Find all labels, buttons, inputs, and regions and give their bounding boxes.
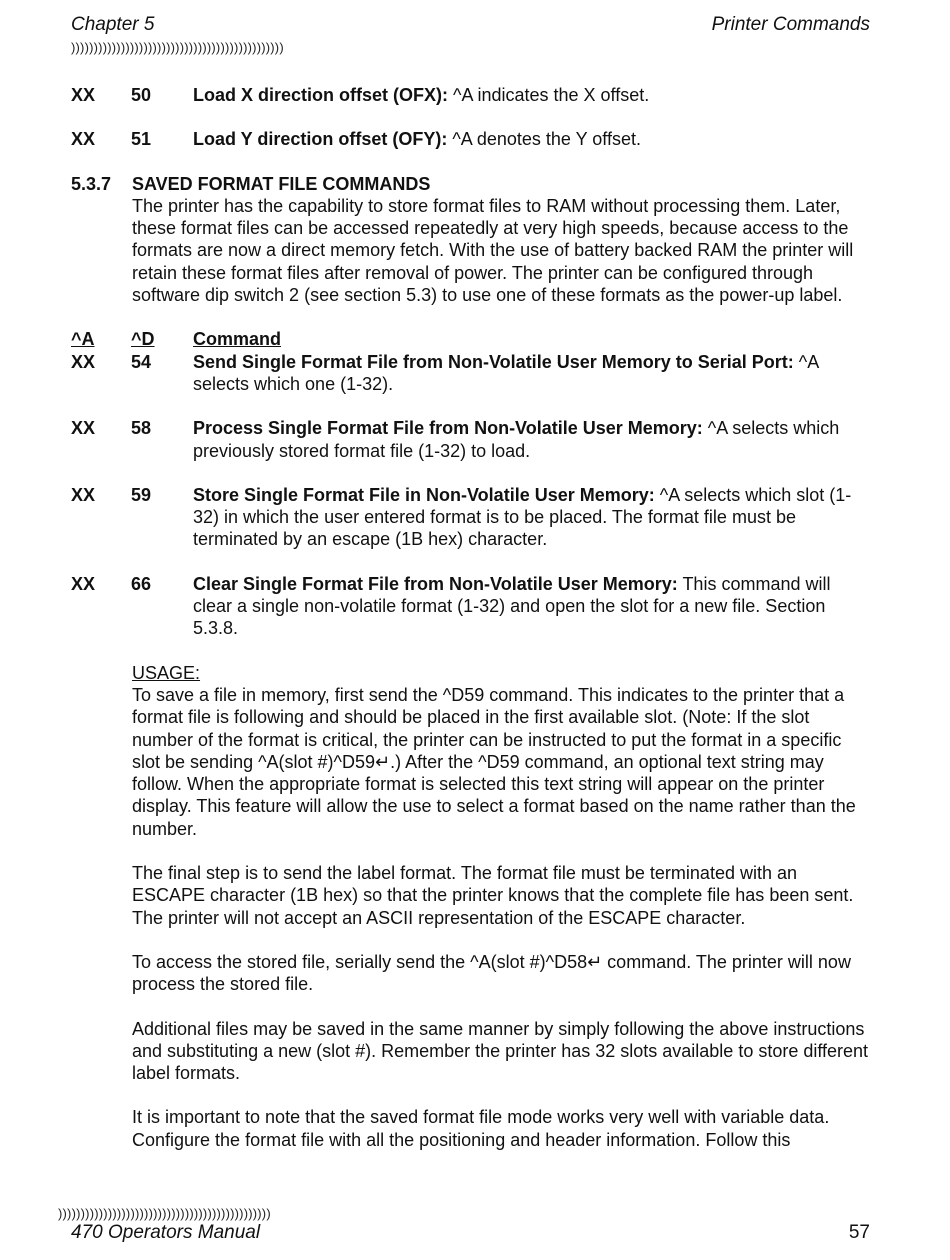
- section-header-title: Printer Commands: [711, 14, 870, 35]
- command-desc: This command will clear a single non-volatile format (1-32) and open the slot for a new file. Section 5.3.8.: [193, 573, 831, 639]
- command-a-value: XX: [71, 129, 96, 150]
- usage-paragraph: Additional files may be saved in the same manner by simply following the above instructions and substituting a new (slot #). Remember the printer has 32 slots available to store different label formats.: [132, 1018, 869, 1084]
- command-a-value: XX: [71, 85, 96, 105]
- command-description: [193, 417, 871, 462]
- command-desc: ^A selects which slot (1-32) in which the user entered format is to be placed. The format file must be terminated by an escape (1B hex) character.: [193, 484, 852, 550]
- command-d-value: 51: [131, 129, 152, 150]
- page-number: 57: [848, 1222, 870, 1243]
- command-name: Store Single Format File in Non-Volatile User Memory:: [193, 484, 655, 505]
- section-number: 5.3.7: [71, 173, 112, 194]
- usage-paragraph: To save a file in memory, first send the ^D59 command. This indicates to the printer that a format file is following and should be placed in the first available slot. (Note: If the slot number of the format is critical, the printer can be instructed to put the format in a specific slot be sending ^A(slot #)^D59↵.) After the ^D59 command, an optional text string may follow. When the appropriate format is selected this text string will appear on the printer display. This feature will allow the use to select a format based on the name rather than the number.: [132, 684, 856, 839]
- column-header-a: ^A: [71, 329, 95, 350]
- command-row: [71, 351, 871, 396]
- command-name: Send Single Format File from Non-Volatile User Memory to Serial Port:: [193, 351, 794, 372]
- column-header-d: ^D: [131, 329, 155, 350]
- command-row: [71, 573, 871, 640]
- command-description: [193, 128, 871, 150]
- command-d-value: 50: [131, 85, 152, 105]
- usage-paragraph: To access the stored file, serially send the ^A(slot #)^D58↵ command. The printer will now process the stored file.: [132, 951, 851, 995]
- command-d-value: 66: [131, 573, 152, 594]
- section-heading: [71, 173, 871, 195]
- command-name: Load X direction offset (OFX):: [193, 85, 448, 105]
- command-a-value: XX: [71, 351, 96, 372]
- column-header-command: Command: [193, 329, 282, 350]
- footer-rule: ))))))))))))))))))))))))))))))))))))))))))))))): [58, 1206, 271, 1221]
- command-description: [193, 484, 871, 551]
- command-name: Clear Single Format File from Non-Volatile User Memory:: [193, 573, 678, 594]
- header-rule: ))))))))))))))))))))))))))))))))))))))))))))))): [71, 40, 284, 55]
- command-desc: ^A indicates the X offset.: [448, 85, 650, 105]
- usage-paragraph: The final step is to send the label format. The format file must be terminated with an ESCAPE character (1B hex) so that the printer knows that the complete file has been sent. The printer will not accept an ASCII representation of the ESCAPE character.: [132, 863, 854, 928]
- command-row: [71, 128, 871, 150]
- command-a-value: XX: [71, 573, 96, 594]
- usage-heading: USAGE:: [132, 662, 201, 683]
- command-d-value: 59: [131, 484, 152, 505]
- command-a-value: XX: [71, 418, 96, 439]
- command-desc: ^A denotes the Y offset.: [447, 129, 641, 150]
- manual-title: 470 Operators Manual: [71, 1222, 261, 1243]
- command-description: [193, 84, 871, 106]
- command-row: [71, 84, 871, 106]
- table-header: [71, 328, 871, 350]
- command-description: [193, 573, 871, 640]
- usage-paragraph: It is important to note that the saved format file mode works very well with variable data. Configure the format file with all the positioning and header information. Follow this: [132, 1107, 830, 1150]
- command-row: [71, 417, 871, 462]
- command-name: Process Single Format File from Non-Volatile User Memory:: [193, 418, 703, 439]
- command-d-value: 54: [131, 351, 152, 372]
- command-name: Load Y direction offset (OFY):: [193, 129, 448, 150]
- command-desc: ^A selects which previously stored format file (1-32) to load.: [193, 418, 840, 461]
- command-description: [193, 351, 871, 396]
- command-a-value: XX: [71, 484, 96, 505]
- page-content: [71, 84, 871, 1151]
- chapter-label: Chapter 5: [71, 14, 155, 35]
- command-d-value: 58: [131, 418, 152, 439]
- command-row: [71, 484, 871, 551]
- command-desc: ^A selects which one (1-32).: [193, 351, 819, 394]
- section-title: SAVED FORMAT FILE COMMANDS: [132, 173, 431, 194]
- section-intro: The printer has the capability to store format files to RAM without processing them. Later, these format files can be accessed repeatedly at very high speeds, because access to the formats are now a direct memory fetch. With the use of battery backed RAM the printer will retain these format files after removal of power. The printer can be configured through software dip switch 2 (see section 5.3) to use one of these formats as the power-up label.: [132, 195, 854, 306]
